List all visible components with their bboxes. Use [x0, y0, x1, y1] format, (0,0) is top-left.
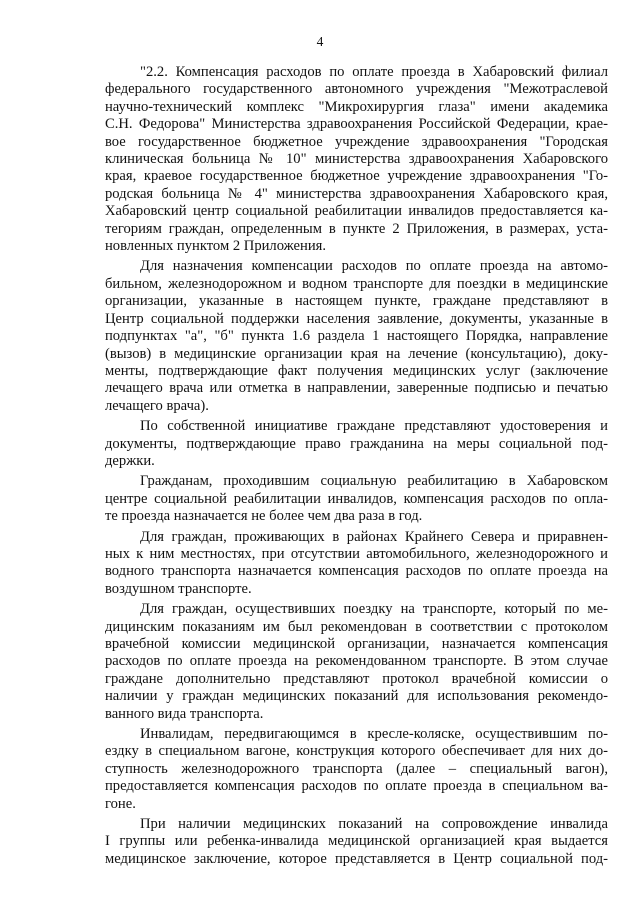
text-line: клиническая больница № 10" министерства здравоохранения Хабаровского [105, 151, 608, 168]
text-line: родская больница № 4" министерства здравоохранения Хабаровского края, [105, 185, 608, 202]
text-line: предоставляется компенсация расходов по оплате проезда в специальном ва- [105, 778, 608, 795]
text-line: наличии у граждан медицинских показаний для использования рекомендо- [105, 688, 608, 705]
paragraph [105, 529, 608, 599]
text-line: документы, подтверждающие право гражданина на меры социальной под- [105, 435, 608, 452]
text-line: водного транспорта назначается компенсация расходов по оплате проезда на [105, 563, 608, 580]
text-line: гоне. [105, 795, 136, 812]
text-line: ездку в специальном вагоне, конструкция которого обеспечивает для них до- [105, 743, 608, 760]
paragraph [105, 601, 608, 723]
paragraph [105, 258, 608, 415]
text-line: бильном, железнодорожном и водном транспорте для поездки в медицинские [105, 275, 608, 292]
text-line: С.Н. Федорова" Министерства здравоохранения Российской Федерации, крае- [105, 116, 608, 133]
paragraph [105, 816, 608, 868]
text-line: дицинским показаниям им был рекомендован в соответствии с протоколом [105, 618, 608, 635]
text-line: I группы или ребенка-инвалида медицинской организацией края выдается [105, 833, 608, 850]
text-line: Гражданам, проходившим социальную реабилитацию в Хабаровском [140, 473, 608, 490]
text-line: ных к ним местностях, при отсутствии автомобильного, железнодорожного и [105, 545, 608, 562]
text-line: лечащего врача). [105, 397, 209, 414]
text-line: тегориям граждан, определенным в пункте 2 Приложения, в размерах, уста- [105, 220, 608, 237]
text-line: При наличии медицинских показаний на сопровождение инвалида [140, 816, 608, 833]
text-line: Хабаровский центр социальной реабилитации инвалидов предоставляется ка- [105, 203, 608, 220]
text-line: ванного вида транспорта. [105, 705, 264, 722]
text-line: те проезда назначается не более чем два раза в год. [105, 508, 423, 525]
paragraph [105, 473, 608, 525]
text-line: Для назначения компенсации расходов по оплате проезда на автомо- [140, 258, 608, 275]
text-line: По собственной инициативе граждане представляют удостоверения и [140, 418, 608, 435]
text-line: Инвалидам, передвигающимся в кресле-коляске, осуществившим по- [140, 726, 608, 743]
text-line: (вызов) в медицинские организации края на лечение (консультацию), доку- [105, 345, 608, 362]
text-line: Для граждан, осуществивших поездку на транспорте, который по ме- [140, 601, 608, 618]
text-line: воздушном транспорте. [105, 580, 252, 597]
text-line: новленных пунктом 2 Приложения. [105, 238, 326, 255]
text-line: Центр социальной поддержки населения заявление, документы, указанные в [105, 310, 608, 327]
text-line: расходов по оплате проезда на рекомендованном транспорте. В этом случае [105, 653, 608, 670]
text-line: научно-технический комплекс "Микрохирургия глаза" имени академика [105, 98, 608, 115]
text-line: подпунктах "а", "б" пункта 1.6 раздела 1 настоящего Порядка, направление [105, 328, 608, 345]
paragraph [105, 64, 608, 255]
text-line: лечащего врача или отметка в направлении, заверенные подписью и печатью [105, 380, 608, 397]
text-line: края, краевое государственное бюджетное учреждение здравоохранения "Го- [105, 168, 608, 185]
paragraph [105, 726, 608, 813]
text-line: медицинское заключение, которое представляется в Центр социальной под- [105, 850, 608, 867]
page-number: 4 [316, 34, 324, 49]
text-line: федерального государственного автономного учреждения "Межотраслевой [105, 81, 608, 98]
text-line: граждане дополнительно представляют протокол врачебной комиссии о [105, 670, 608, 687]
document-body [105, 64, 608, 868]
text-line: организации, указанные в настоящем пункте, граждане представляют в [105, 293, 608, 310]
text-line: менты, подтверждающие факт получения медицинских услуг (заключение [105, 362, 608, 379]
text-line: Для граждан, проживающих в районах Крайнего Севера и приравнен- [140, 528, 608, 545]
paragraph [105, 418, 608, 470]
text-line: вое государственное бюджетное учреждение здравоохранения "Городская [105, 133, 608, 150]
text-line: врачебной комиссии медицинской организации, назначается компенсация [105, 636, 608, 652]
text-line: "2.2. Компенсация расходов по оплате проезда в Хабаровский филиал [140, 64, 608, 80]
text-line: центре социальной реабилитации инвалидов, компенсация расходов по опла- [105, 490, 608, 507]
text-line: ступность железнодорожного транспорта (далее – специальный вагон), [105, 760, 608, 777]
text-line: держки. [105, 452, 155, 469]
